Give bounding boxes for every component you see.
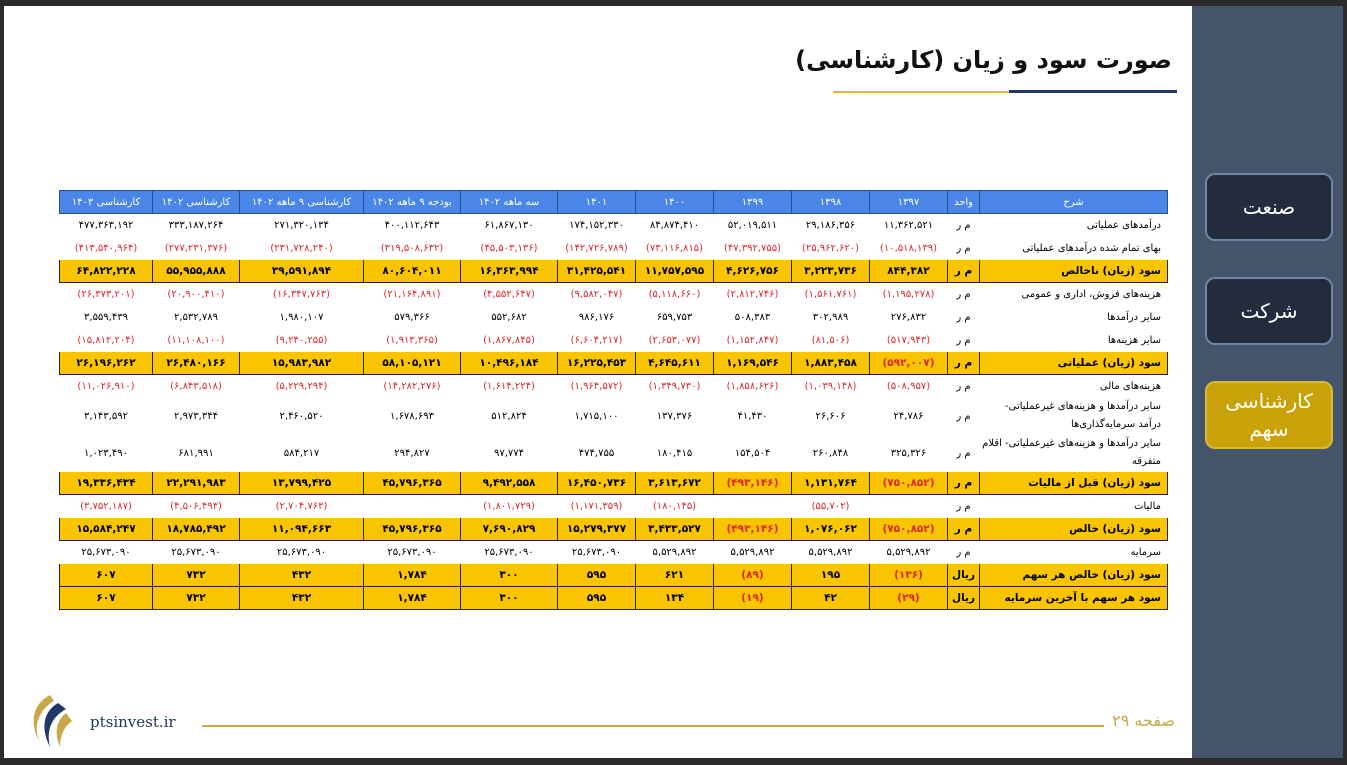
table-cell: (۱۱,۰۲۶,۹۱۰): [60, 375, 153, 398]
table-cell: ۸۴,۸۷۴,۴۱۰: [636, 214, 714, 237]
table-cell: ۶۸۱,۹۹۱: [153, 435, 240, 472]
row-unit: ریال: [948, 587, 980, 610]
column-header: ۱۳۹۷: [870, 191, 948, 214]
table-cell: (۴۵,۵۰۳,۱۳۶): [461, 237, 558, 260]
table-cell: (۱,۹۱۳,۳۶۵): [364, 329, 461, 352]
table-cell: ۲,۴۶۰,۵۲۰: [240, 398, 364, 435]
table-row: [60, 329, 1168, 352]
table-row: [60, 352, 1168, 375]
table-cell: ۵۱۲,۸۲۴: [461, 398, 558, 435]
row-unit: م ر: [948, 329, 980, 352]
table-cell: ۵۵,۹۵۵,۸۸۸: [153, 260, 240, 283]
table-cell: ۷,۶۹۰,۸۲۹: [461, 518, 558, 541]
table-cell: ۶۰۷: [60, 564, 153, 587]
table-cell: (۴۹۳,۱۴۶): [714, 472, 792, 495]
table-cell: (۲۰,۹۰۰,۴۱۰): [153, 283, 240, 306]
table-cell: (۲۵,۹۶۲,۶۲۰): [792, 237, 870, 260]
row-label: سود (زیان) قبل از مالیات: [980, 472, 1168, 495]
income-statement-table: [59, 190, 1168, 610]
table-cell: (۱۵,۸۱۲,۲۰۴): [60, 329, 153, 352]
table-row: [60, 306, 1168, 329]
table-cell: ۳۰۲,۹۸۹: [792, 306, 870, 329]
table-cell: ۱۵,۵۸۴,۲۴۷: [60, 518, 153, 541]
table-cell: ۲۲,۲۹۱,۹۸۳: [153, 472, 240, 495]
table-cell: ۱۳,۷۹۹,۴۲۵: [240, 472, 364, 495]
table-cell: (۱۴,۲۸۲,۲۷۶): [364, 375, 461, 398]
table-cell: ۱۸۰,۴۱۵: [636, 435, 714, 472]
row-unit: م ر: [948, 398, 980, 435]
slide: [4, 6, 1343, 758]
table-cell: (۲۷۷,۲۳۱,۳۷۶): [153, 237, 240, 260]
table-cell: ۲,۵۳۲,۷۸۹: [153, 306, 240, 329]
table-row: [60, 472, 1168, 495]
table-cell: (۶,۸۴۳,۵۱۸): [153, 375, 240, 398]
table-cell: ۱,۷۸۴: [364, 564, 461, 587]
table-cell: ۳,۵۵۹,۴۳۹: [60, 306, 153, 329]
table-cell: (۱۸۰,۱۴۵): [636, 495, 714, 518]
row-unit: م ر: [948, 283, 980, 306]
table-cell: (۷۵۰,۸۵۲): [870, 472, 948, 495]
table-cell: ۳,۶۱۳,۶۷۲: [636, 472, 714, 495]
table-cell: (۱۰,۵۱۸,۱۳۹): [870, 237, 948, 260]
table-row: [60, 541, 1168, 564]
table-cell: ۱۶,۴۵۰,۷۳۶: [558, 472, 636, 495]
table-cell: ۵,۵۲۹,۸۹۲: [636, 541, 714, 564]
table-header-row: [60, 191, 1168, 214]
table-cell: (۹,۵۸۲,۰۴۷): [558, 283, 636, 306]
table-cell: ۱,۰۷۶,۰۶۲: [792, 518, 870, 541]
table-row: [60, 518, 1168, 541]
table-cell: (۵۵,۷۰۲): [792, 495, 870, 518]
table-cell: ۶۵۹,۷۵۳: [636, 306, 714, 329]
row-label: سایر درآمدها: [980, 306, 1168, 329]
table-cell: ۳,۲۲۳,۷۳۶: [792, 260, 870, 283]
column-header: واحد: [948, 191, 980, 214]
table-cell: (۱,۶۱۴,۲۲۴): [461, 375, 558, 398]
table-cell: ۵,۵۲۹,۸۹۲: [714, 541, 792, 564]
row-unit: ریال: [948, 564, 980, 587]
table-cell: ۹۸۶,۱۷۶: [558, 306, 636, 329]
table-cell: (۲۶,۳۷۳,۲۰۱): [60, 283, 153, 306]
table-cell: ۹۷,۷۷۴: [461, 435, 558, 472]
table-cell: ۲۶,۴۸۰,۱۶۶: [153, 352, 240, 375]
table-cell: ۴۷۷,۳۶۳,۱۹۲: [60, 214, 153, 237]
row-label: درآمدهای عملیاتی: [980, 214, 1168, 237]
table-cell: ۲۹۴,۸۲۷: [364, 435, 461, 472]
table-cell: (۹,۲۴۰,۲۵۵): [240, 329, 364, 352]
column-header: سه ماهه ۱۴۰۲: [461, 191, 558, 214]
table-cell: ۴۵,۷۹۶,۳۶۵: [364, 518, 461, 541]
table-cell: ۵۲,۰۱۹,۵۱۱: [714, 214, 792, 237]
row-unit: م ر: [948, 435, 980, 472]
table-cell: ۲۵,۶۷۳,۰۹۰: [461, 541, 558, 564]
table-cell: ۴۵,۷۹۶,۳۶۵: [364, 472, 461, 495]
table-cell: ۵۸,۱۰۵,۱۲۱: [364, 352, 461, 375]
table-cell: (۵,۲۲۹,۲۹۴): [240, 375, 364, 398]
page-number: صفحه ۲۹: [1112, 711, 1175, 730]
column-header: شرح: [980, 191, 1168, 214]
table-cell: ۲۶,۶۰۶: [792, 398, 870, 435]
column-header: ۱۴۰۱: [558, 191, 636, 214]
table-cell: (۴۹۳,۱۴۶): [714, 518, 792, 541]
table-cell: ۱,۸۸۳,۴۵۸: [792, 352, 870, 375]
row-unit: م ر: [948, 518, 980, 541]
row-label: بهای تمام شده درآمدهای عملیاتی: [980, 237, 1168, 260]
row-unit: م ر: [948, 472, 980, 495]
website-link[interactable]: ptsinvest.ir: [90, 713, 176, 731]
table-cell: (۵۱۷,۹۴۳): [870, 329, 948, 352]
table-cell: ۱۸,۷۸۵,۴۹۲: [153, 518, 240, 541]
table-row: [60, 495, 1168, 518]
table-cell: (۴۷,۳۹۲,۷۵۵): [714, 237, 792, 260]
table-cell: ۸۰,۶۰۴,۰۱۱: [364, 260, 461, 283]
table-cell: ۳۲۵,۳۲۶: [870, 435, 948, 472]
table-cell: ۶۴,۸۲۲,۲۲۸: [60, 260, 153, 283]
table-cell: ۱۵,۲۷۹,۳۷۷: [558, 518, 636, 541]
sidebar: [1192, 6, 1343, 758]
table-cell: ۱۹۵: [792, 564, 870, 587]
table-cell: ۵۹۵: [558, 587, 636, 610]
table-cell: (۷۵۰,۸۵۲): [870, 518, 948, 541]
table-row: [60, 398, 1168, 435]
table-cell: ۵,۵۲۹,۸۹۲: [792, 541, 870, 564]
row-unit: م ر: [948, 306, 980, 329]
table-row: [60, 283, 1168, 306]
table-cell: ۳۱,۴۲۵,۵۴۱: [558, 260, 636, 283]
table-cell: ۲۵,۶۷۳,۰۹۰: [558, 541, 636, 564]
footer-divider: [202, 725, 1104, 727]
table-cell: ۱,۶۷۸,۶۹۳: [364, 398, 461, 435]
row-label: سود (زیان) ناخالص: [980, 260, 1168, 283]
table-cell: (۷۳,۱۱۶,۸۱۵): [636, 237, 714, 260]
column-header: بودجه ۹ ماهه ۱۴۰۲: [364, 191, 461, 214]
table-cell: (۱,۱۹۵,۲۷۸): [870, 283, 948, 306]
table-cell: ۲۵,۶۷۳,۰۹۰: [364, 541, 461, 564]
table-cell: ۵۵۲,۶۸۲: [461, 306, 558, 329]
table-cell: ۹,۴۹۲,۵۵۸: [461, 472, 558, 495]
table-cell: (۲۹): [870, 587, 948, 610]
table-cell: ۴۰۰,۱۱۲,۶۴۳: [364, 214, 461, 237]
table-cell: (۲,۷۰۴,۷۶۳): [240, 495, 364, 518]
income-statement-table-wrap: [59, 190, 1167, 610]
row-unit: م ر: [948, 375, 980, 398]
column-header: کارشناسی ۱۴۰۲: [153, 191, 240, 214]
table-cell: ۲۶۰,۸۴۸: [792, 435, 870, 472]
table-cell: (۸۱,۵۰۶): [792, 329, 870, 352]
table-cell: ۲۴,۷۸۶: [870, 398, 948, 435]
table-cell: (۱,۱۵۲,۸۴۷): [714, 329, 792, 352]
table-cell: (۸۹): [714, 564, 792, 587]
row-unit: م ر: [948, 237, 980, 260]
table-cell: ۵۷۹,۳۶۶: [364, 306, 461, 329]
row-label: مالیات: [980, 495, 1168, 518]
row-unit: م ر: [948, 541, 980, 564]
table-cell: [714, 495, 792, 518]
table-cell: (۴۱۳,۵۴۰,۹۶۴): [60, 237, 153, 260]
row-label: سود هر سهم با آخرین سرمایه: [980, 587, 1168, 610]
row-unit: م ر: [948, 260, 980, 283]
table-cell: ۱,۱۳۱,۷۶۴: [792, 472, 870, 495]
table-cell: (۲,۶۵۳,۰۷۷): [636, 329, 714, 352]
table-cell: ۱,۷۱۵,۱۰۰: [558, 398, 636, 435]
table-body: [60, 214, 1168, 610]
row-unit: م ر: [948, 352, 980, 375]
table-cell: [870, 495, 948, 518]
table-cell: (۵,۱۱۸,۶۶۰): [636, 283, 714, 306]
table-cell: (۱۴۲,۷۲۶,۷۸۹): [558, 237, 636, 260]
table-cell: (۴,۵۵۲,۶۴۷): [461, 283, 558, 306]
table-cell: ۳۹,۵۹۱,۸۹۴: [240, 260, 364, 283]
table-cell: ۱۱,۰۹۴,۶۶۳: [240, 518, 364, 541]
table-cell: ۴۳۲: [240, 587, 364, 610]
table-cell: (۱,۵۶۱,۷۶۱): [792, 283, 870, 306]
pts-logo-icon: [20, 691, 76, 751]
table-cell: (۱,۰۳۹,۱۴۸): [792, 375, 870, 398]
column-header: کارشناسی ۹ ماهه ۱۴۰۲: [240, 191, 364, 214]
table-cell: ۷۳۲: [153, 587, 240, 610]
table-cell: ۲۵,۶۷۳,۰۹۰: [60, 541, 153, 564]
table-cell: ۵۹۵: [558, 564, 636, 587]
table-cell: (۳,۷۵۲,۱۸۷): [60, 495, 153, 518]
table-cell: ۵۰۸,۳۸۳: [714, 306, 792, 329]
table-cell: (۵۹۲,۰۰۷): [870, 352, 948, 375]
table-cell: ۲۵,۶۷۳,۰۹۰: [153, 541, 240, 564]
table-cell: ۱۶,۲۲۵,۴۵۳: [558, 352, 636, 375]
table-cell: ۱,۷۸۴: [364, 587, 461, 610]
table-cell: ۱۰,۴۹۶,۱۸۴: [461, 352, 558, 375]
table-cell: ۳,۴۳۳,۵۲۷: [636, 518, 714, 541]
row-unit: م ر: [948, 214, 980, 237]
table-cell: ۱۱,۳۶۲,۵۲۱: [870, 214, 948, 237]
table-cell: ۲۹,۱۸۶,۳۵۶: [792, 214, 870, 237]
table-cell: (۲۳۱,۷۲۸,۲۴۰): [240, 237, 364, 260]
row-label: سایر هزینه‌ها: [980, 329, 1168, 352]
table-cell: ۱,۱۶۹,۵۴۶: [714, 352, 792, 375]
table-cell: ۵,۵۲۹,۸۹۲: [870, 541, 948, 564]
table-cell: ۱۵,۹۸۳,۹۸۲: [240, 352, 364, 375]
table-cell: (۲,۸۱۲,۷۴۶): [714, 283, 792, 306]
table-cell: (۱۶,۳۴۷,۷۶۳): [240, 283, 364, 306]
table-cell: ۲۵,۶۷۳,۰۹۰: [240, 541, 364, 564]
column-header: ۱۳۹۹: [714, 191, 792, 214]
table-cell: ۱۳۷,۳۷۶: [636, 398, 714, 435]
table-cell: ۴,۶۲۶,۷۵۶: [714, 260, 792, 283]
table-cell: ۱,۹۸۰,۱۰۷: [240, 306, 364, 329]
table-cell: ۴۷۴,۷۵۵: [558, 435, 636, 472]
table-cell: ۳۰۰: [461, 564, 558, 587]
table-cell: (۱۹): [714, 587, 792, 610]
table-cell: ۸۴۴,۳۸۲: [870, 260, 948, 283]
table-cell: (۱,۳۴۹,۷۳۰): [636, 375, 714, 398]
table-cell: ۳,۱۴۳,۵۹۲: [60, 398, 153, 435]
table-row: [60, 375, 1168, 398]
row-unit: م ر: [948, 495, 980, 518]
table-cell: ۳۰۰: [461, 587, 558, 610]
row-label: سود (زیان) خالص: [980, 518, 1168, 541]
nav-button-industry[interactable]: صنعت: [1205, 173, 1333, 241]
column-header: ۱۴۰۰: [636, 191, 714, 214]
table-cell: ۶۲۱: [636, 564, 714, 587]
table-cell: (۱۳۶): [870, 564, 948, 587]
table-row: [60, 587, 1168, 610]
table-cell: (۱۱,۱۰۸,۱۰۰): [153, 329, 240, 352]
nav-button-stock-valuation[interactable]: کارشناسی سهم: [1205, 381, 1333, 449]
table-cell: (۴,۵۰۶,۴۹۳): [153, 495, 240, 518]
table-cell: ۳۳۳,۱۸۷,۲۶۴: [153, 214, 240, 237]
table-row: [60, 260, 1168, 283]
table-cell: ۶۰۷: [60, 587, 153, 610]
table-cell: ۱,۰۲۳,۴۹۰: [60, 435, 153, 472]
title-underline-dark: [1009, 90, 1177, 93]
table-cell: (۵۰۸,۹۵۷): [870, 375, 948, 398]
nav-button-company[interactable]: شرکت: [1205, 277, 1333, 345]
table-cell: ۴۳۲: [240, 564, 364, 587]
table-cell: ۱۱,۷۵۷,۵۹۵: [636, 260, 714, 283]
table-cell: [364, 495, 461, 518]
table-cell: ۲,۹۷۳,۳۴۴: [153, 398, 240, 435]
table-row: [60, 237, 1168, 260]
table-cell: (۱,۹۶۴,۵۷۲): [558, 375, 636, 398]
table-cell: ۱۹,۳۳۶,۴۳۴: [60, 472, 153, 495]
table-row: [60, 435, 1168, 472]
table-cell: ۲۷۱,۳۲۰,۱۳۴: [240, 214, 364, 237]
table-cell: (۱,۸۵۸,۶۲۶): [714, 375, 792, 398]
column-header: کارشناسی ۱۴۰۳: [60, 191, 153, 214]
table-cell: (۱,۱۷۱,۳۵۹): [558, 495, 636, 518]
table-cell: ۷۳۲: [153, 564, 240, 587]
table-cell: ۴۱,۴۳۰: [714, 398, 792, 435]
table-cell: ۱۶,۳۶۳,۹۹۴: [461, 260, 558, 283]
row-label: هزینه‌های مالی: [980, 375, 1168, 398]
table-cell: ۴۲: [792, 587, 870, 610]
page-title: صورت سود و زیان (کارشناسی): [795, 46, 1172, 74]
table-cell: (۲۱,۱۶۴,۸۹۱): [364, 283, 461, 306]
table-cell: (۱,۸۰۱,۷۲۹): [461, 495, 558, 518]
table-row: [60, 564, 1168, 587]
table-cell: ۱۵۴,۵۰۴: [714, 435, 792, 472]
table-cell: ۱۷۴,۱۵۲,۳۳۰: [558, 214, 636, 237]
column-header: ۱۳۹۸: [792, 191, 870, 214]
table-cell: ۲۶,۱۹۶,۲۶۲: [60, 352, 153, 375]
row-label: سود (زیان) عملیاتی: [980, 352, 1168, 375]
table-cell: (۶,۶۰۴,۲۱۷): [558, 329, 636, 352]
table-cell: (۳۱۹,۵۰۸,۶۳۲): [364, 237, 461, 260]
table-cell: ۱۳۴: [636, 587, 714, 610]
row-label: هزینه‌های فروش، اداری و عمومی: [980, 283, 1168, 306]
table-cell: (۱,۸۶۷,۸۴۵): [461, 329, 558, 352]
table-row: [60, 214, 1168, 237]
table-cell: ۵۸۴,۲۱۷: [240, 435, 364, 472]
table-cell: ۲۷۶,۸۳۲: [870, 306, 948, 329]
table-cell: ۴,۶۴۵,۶۱۱: [636, 352, 714, 375]
row-label: سرمایه: [980, 541, 1168, 564]
row-label: سایر درآمدها و هزینه‌های غیرعملیاتی- درآمد سرمایه‌گذاری‌ها: [980, 398, 1168, 435]
row-label: سایر درآمدها و هزینه‌های غیرعملیاتی- اقلام متفرقه: [980, 435, 1168, 472]
table-cell: ۶۱,۸۶۷,۱۳۰: [461, 214, 558, 237]
row-label: سود (زیان) خالص هر سهم: [980, 564, 1168, 587]
